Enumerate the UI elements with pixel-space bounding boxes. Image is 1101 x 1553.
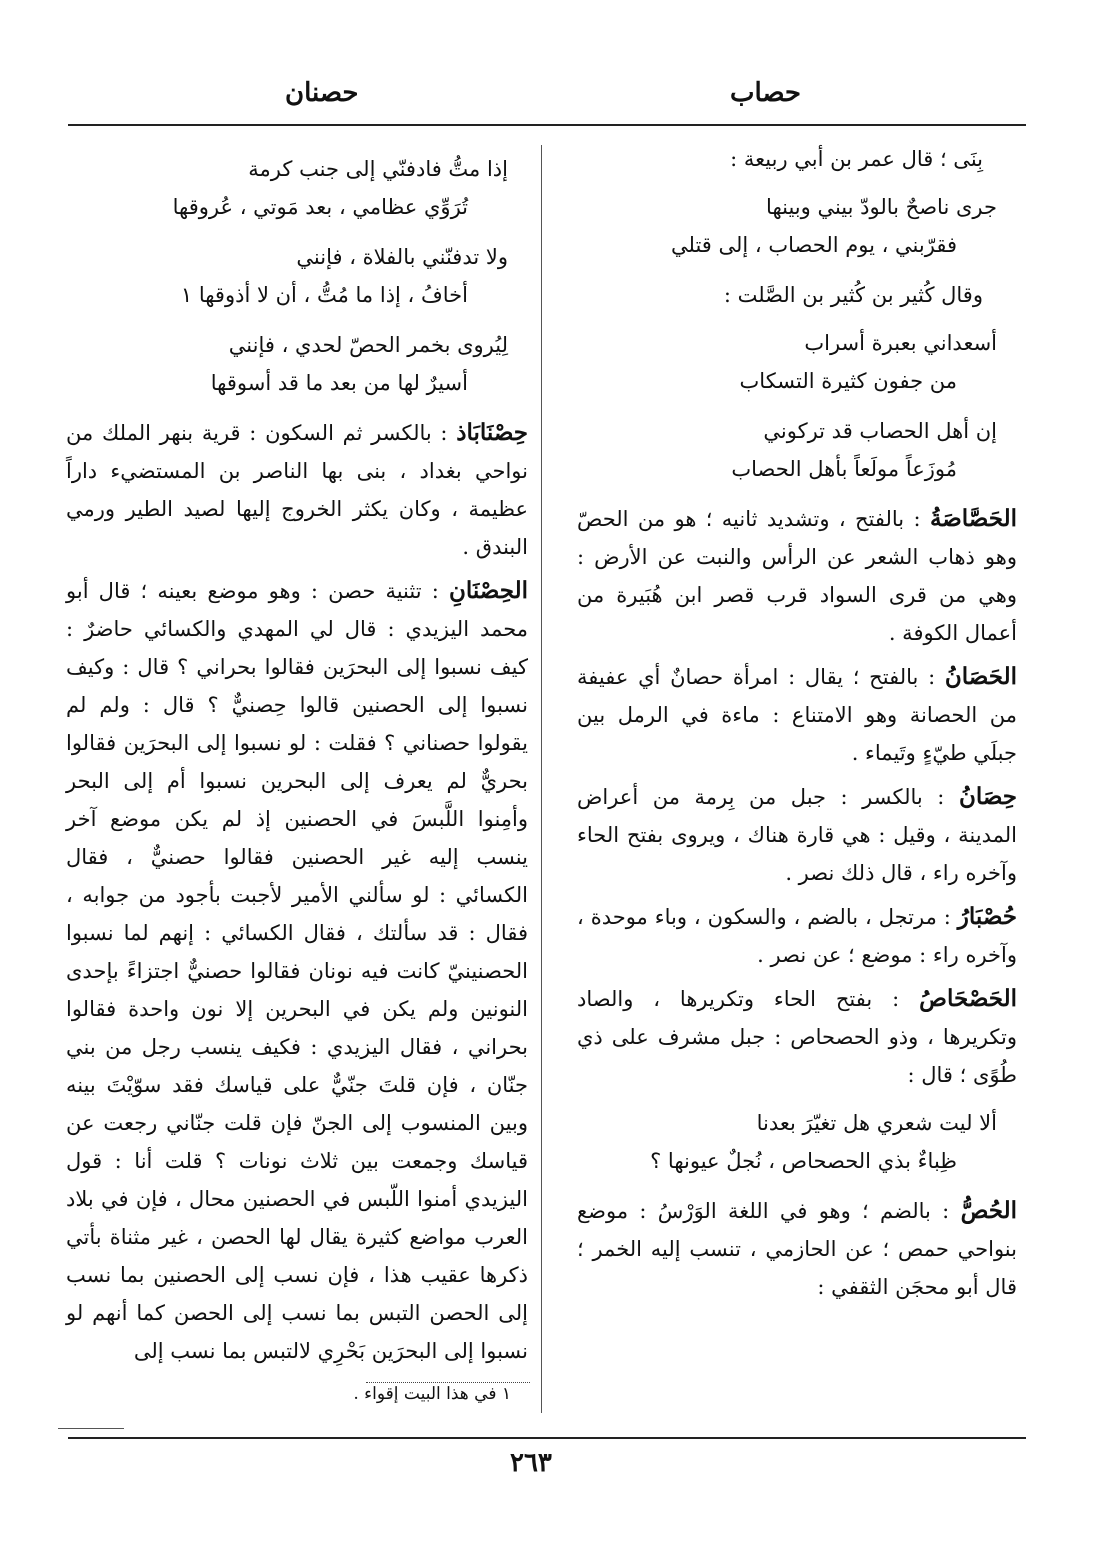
dictionary-entry — [577, 500, 1017, 652]
footnote-separator — [366, 1382, 530, 1383]
entry-headword: الحِصْنَانِ — [448, 577, 528, 604]
verse-hemistich: أخافُ ، إذا ما مُتُّ ، أن لا أذوقها ١ — [180, 283, 468, 307]
verse-hemistich: تُرَوِّي عظامي ، بعد مَوتي ، عُروقها — [172, 195, 468, 219]
bottom-rule-short — [58, 1428, 124, 1429]
entry-body: : بالكسر ثم السكون : قرية بنهر الملك من نواحي بغداد ، بنى بها الناصر بن المستضيء داراً عظيمة ، وكان يكثر الخروج إليها لصيد الطير ورمي البندق . — [66, 421, 528, 559]
bottom-rule — [68, 1437, 1026, 1439]
running-head-right: حصاب — [729, 78, 801, 108]
entry-headword: حُصْبَارُ — [957, 903, 1017, 930]
left-column — [66, 140, 528, 1376]
intro-line: وقال كُثير بن كُثير بن الصَّلت : — [723, 283, 983, 307]
verse-hemistich: جرى ناصحٌ بالودّ بيني وبينها — [766, 195, 997, 219]
verse-hemistich: لِيُروى بخمر الحصّ لحدي ، فإنني — [228, 333, 508, 357]
entry-headword: حِصَانُ — [958, 783, 1017, 810]
dictionary-entry — [66, 414, 528, 566]
verse-hemistich: أسيرٌ لها من بعد ما قد أسوقها — [210, 371, 468, 395]
top-rule — [68, 124, 1026, 126]
verse — [577, 324, 1017, 400]
verse — [66, 326, 528, 402]
verse-hemistich: إن أهل الحصاب قد تركوني — [763, 419, 997, 443]
verse — [66, 238, 528, 314]
entry-body: : بالضم ؛ وهو في اللغة الوَرْسُ : موضع بنواحي حمص ؛ عن الحازمي ، تنسب إليه الخمر ؛ قال أبو محجَن الثقفي : — [577, 1199, 1017, 1299]
entry-headword: الحَصْحَاصُ — [919, 985, 1018, 1012]
entry-body: : بالفتح ؛ يقال : امرأة حصانٌ أي عفيفة من الحصانة وهو الامتناع : ماءة في الرمل بين جبلَي طيّءٍ وتَيماء . — [577, 665, 1017, 765]
entry-body: : بفتح الحاء وتكريرها ، والصاد وتكريرها ، وذو الحصحاص : جبل مشرف على ذي طُوًى ؛ قال : — [577, 987, 1017, 1087]
entry-body: : مرتجل ، بالضم ، والسكون ، وباء موحدة ، وآخره راء : موضع ؛ عن نصر . — [577, 905, 1017, 967]
verse-hemistich: مُوزَعاً مولَعاً بأهل الحصاب — [731, 457, 957, 481]
dictionary-entry — [577, 980, 1017, 1094]
entry-headword: الحُصُّ — [960, 1197, 1017, 1224]
page-number: ٢٦٣ — [510, 1448, 552, 1478]
verse — [577, 188, 1017, 264]
entry-body: : بالفتح ، وتشديد ثانيه ؛ هو من الحصّ وهو ذهاب الشعر عن الرأس والنبت عن الأرض : وهي من قرى السواد قرب قصر ابن هُبَيرة من أعمال الكوفة . — [577, 507, 1017, 645]
verse-hemistich: أسعداني بعبرة أسراب — [804, 331, 997, 355]
verse-hemistich: من جفون كثيرة التسكاب — [739, 369, 957, 393]
entry-body: : تثنية حصن : وهو موضع بعينه ؛ قال أبو محمد اليزيدي : قال لي المهدي والكسائي حاضرٌ : كيف نسبوا إلى البحرَين فقالوا بحراني ؟ قال : وكيف نسبوا إلى الحصنين قالوا حِصنيٌّ ؟ قال : ولم لم يقولوا حصناني ؟ فقلت : لو نسبوا إلى البحرَين فقالوا بحريٌّ لم يعرف إلى البحرين نسبوا أم إلى البحر وأمِنوا اللَّبسَ في الحصنين إذ لم يكن موضع آخر ينسب إليه غير الحصنين فقالوا حصنيٌّ ، فقال الكسائي : لو سألني الأمير لأجبت بأجود من جوابه ، فقال : قد سألتك ، فقال الكسائي : إنهم لما نسبوا الحصنينيّ كانت فيه نونان فقالوا حصنيٌّ اجتزاءً بإحدى النونين ولم يكن في البحرين إلا نون واحدة فقالوا بحراني ، فقال اليزيدي : فكيف ينسب رجل من بني جنّان ، فإن قلتَ جنّيٌّ على قياسك فقد سوّيْتَ بينه وبين المنسوب إلى الجنّ فإن قلت جنّاني رجعت عن قياسك وجمعت بين ثلاث نونات ؟ قلت أنا : قول اليزيدي أمنوا اللّبس في الحصنين محال ، فإن في بلاد العرب مواضع كثيرة يقال لها الحصن ، غير مثناة بأتي ذكرها عقيب هذا ، فإن نسب إلى الحصنين بما نسب إلى الحصن التبس بما نسب إلى الحصن كما أنهم لو نسبوا إلى البحرَين بَحْرِي لالتبس بما نسب إلى — [66, 579, 528, 1363]
entry-body: : بالكسر : جبل من بِرمة من أعراض المدينة ، وقيل : هي قارة هناك ، ويروى بفتح الحاء وآخره راء ، قال ذلك نصر . — [577, 785, 1017, 885]
verse — [577, 412, 1017, 488]
verse-hemistich: ألا ليت شعري هل تغيّرَ بعدنا — [756, 1111, 997, 1135]
verse — [66, 150, 528, 226]
dictionary-entry — [66, 572, 528, 1370]
entry-headword: الحَصَّاصَةُ — [929, 505, 1017, 532]
dictionary-entry — [577, 898, 1017, 974]
intro-line: بِنَى ؛ قال عمر بن أبي ربيعة : — [730, 147, 983, 171]
verse-hemistich: فقرّبني ، يوم الحصاب ، إلى قتلي — [671, 233, 957, 257]
verse — [577, 1104, 1017, 1180]
entry-headword: الحَصَانُ — [944, 663, 1017, 690]
verse-hemistich: ظِباءٌ بذي الحصحاص ، نُجلٌ عيونها ؟ — [650, 1149, 957, 1173]
verse-hemistich: إذا متُّ فادفنّي إلى جنب كرمة — [248, 157, 508, 181]
footnote: ١ في هذا البيت إقواء . — [353, 1384, 511, 1404]
column-divider — [541, 145, 542, 1413]
right-column — [577, 140, 1017, 1312]
verse-hemistich: ولا تدفنّني بالفلاة ، فإنني — [296, 245, 508, 269]
dictionary-entry — [577, 1192, 1017, 1306]
entry-headword: حِصْنَابَاذ — [456, 419, 528, 446]
dictionary-entry — [577, 658, 1017, 772]
dictionary-entry — [577, 778, 1017, 892]
running-head-left: حصنان — [285, 78, 359, 108]
